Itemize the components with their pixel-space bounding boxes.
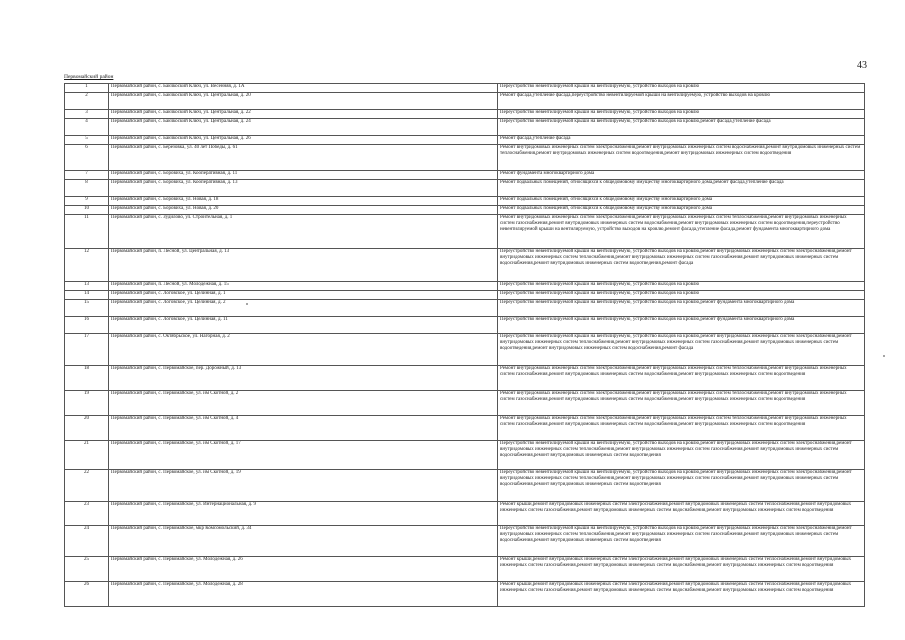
table-row: [65, 110, 865, 119]
row-works: Переустройство невентилируемой крыши на вентилируемую, устройство выходов на кровлю,ремонт фундамента многоквартирного дома: [498, 300, 865, 317]
row-number: 1: [65, 84, 109, 93]
row-number: 15: [65, 300, 109, 317]
table-row: [65, 84, 865, 93]
row-address: Первомайский район, с. Бакчкоский Ключ, ул. Центральная, д. 24: [109, 119, 498, 136]
row-works: Ремонт внутридомовых инженерных систем электроснабжения,ремонт внутридомовых инженерных систем теплоснабжения,ремонт внутридомовых инженерных систем газоснабжения,ремонт внутридомовых инженерных систем водоснабжения,ремонт внутридомовых инженерных систем водоотведения: [498, 366, 865, 391]
row-works: Ремонт фасада,утепление фасада: [498, 136, 865, 145]
row-works: Переустройство невентилируемой крыши на вентилируемую, устройство выходов на кровлю,ремонт внутридомовых инженерных систем электроснабжения,ремонт внутридомовых инженерных систем теплоснабжения,ремонт внутридомовых инженерных систем газоснабжения,ремонт внутридомовых инженерных систем водоснабжения,ремонт внутридомовых инженерных систем водоотведения: [498, 470, 865, 502]
row-works: Ремонт подвальных помещений, относящихся к общедомовому имуществу многоквартирного дома: [498, 206, 865, 215]
row-works: Переустройство невентилируемой крыши на вентилируемую, устройство выходов на кровлю: [498, 84, 865, 93]
row-number: 13: [65, 282, 109, 291]
table-row: [65, 441, 865, 470]
row-works: Ремонт крыши,ремонт внутридомовых инженерных систем электроснабжения,ремонт внутридомовых инженерных систем теплоснабжения,ремонт внутридомовых инженерных систем газоснабжения,ремонт внутридомовых инженерных систем водоснабжения,ремонт внутридомовых инженерных систем водоотведения: [498, 582, 865, 607]
row-address: Первомайский район, с. Первомайское, пер. Дорожный, д. 13: [109, 366, 498, 391]
table-row: [65, 119, 865, 136]
row-works: Переустройство невентилируемой крыши на вентилируемую, устройство выходов на кровлю,ремонт внутридомовых инженерных систем электроснабжения,ремонт внутридомовых инженерных систем теплоснабжения,ремонт внутридомовых инженерных систем газоснабжения,ремонт внутридомовых инженерных систем водоотведения,ремонт внутридомовых инженерных систем водоснабжения,ремонт фасада: [498, 334, 865, 366]
row-works: Ремонт крыши,ремонт внутридомовых инженерных систем электроснабжения,ремонт внутридомовых инженерных систем теплоснабжения,ремонт внутридомовых инженерных систем газоснабжения,ремонт внутридомовых инженерных систем водоснабжения,ремонт внутридомовых инженерных систем водоотведения: [498, 502, 865, 526]
row-number: 10: [65, 206, 109, 215]
table-row: [65, 300, 865, 317]
row-address: Первомайский район, с. Первомайское, мкр Комсомольский, д. 34: [109, 526, 498, 557]
row-works: Ремонт фундамента многоквартирного дома: [498, 171, 865, 180]
row-works: Переустройство невентилируемой крыши на вентилируемую, устройство выходов на кровлю: [498, 291, 865, 300]
row-address: Первомайский район, с. Первомайское, ул. Молодежная, д. 26: [109, 557, 498, 582]
table-row: [65, 282, 865, 291]
table-row: [65, 171, 865, 180]
row-address: Первомайский район, с. Первомайское, ул. Интернациональная, д. 9: [109, 502, 498, 526]
table-row: [65, 366, 865, 391]
row-address: Первомайский район, с. Бакчкоский Ключ, ул. Центральная, д. 20: [109, 93, 498, 110]
row-address: Первомайский район, с. Первомайское, ул. им Скотной, д. 17: [109, 441, 498, 470]
row-address: Первомайский район, с. Бакчкоский Ключ, ул. Центральная, д. 22: [109, 110, 498, 119]
row-number: 3: [65, 110, 109, 119]
page-number: 43: [857, 60, 867, 71]
table-row: [65, 526, 865, 557]
row-number: 4: [65, 119, 109, 136]
row-number: 17: [65, 334, 109, 366]
row-address: Первомайский район, с. Первомайское, ул. им Скотной, д. 2: [109, 391, 498, 416]
row-number: 19: [65, 391, 109, 416]
row-works: Ремонт подвальных помещений, относящихся к общедомовому имуществу многоквартирного дома: [498, 197, 865, 206]
row-number: 25: [65, 557, 109, 582]
row-number: 9: [65, 197, 109, 206]
row-works: Переустройство невентилируемой крыши на вентилируемую, устройство выходов на кровлю: [498, 110, 865, 119]
row-number: 2: [65, 93, 109, 110]
row-works: Ремонт внутридомовых инженерных систем электроснабжения,ремонт внутридомовых инженерных систем теплоснабжения,ремонт внутридомовых инженерных систем газоснабжения,ремонт внутридомовых инженерных систем водоснабжения,ремонт внутридомовых инженерных систем водоотведения,переустройство невентилируемой крыши на вентилируемую, устройство выходов на кровлю,ремонт фасада,утепление фасада,ремонт фундамента многоквартирного дома: [498, 215, 865, 249]
row-number: 7: [65, 171, 109, 180]
table-row: [65, 197, 865, 206]
repair-registry-table: [64, 83, 865, 607]
row-works: Ремонт внутридомовых инженерных систем электроснабжения,ремонт внутридомовых инженерных систем водоснабжения,ремонт внутридомовых инженерных систем теплоснабжения,ремонт внутридомовых инженерных систем водоотведения,ремонт внутридомовых инженерных систем водоотведения: [498, 145, 865, 171]
row-address: Первомайский район, с. Первомайское, ул. им Скотной, д. 4: [109, 416, 498, 441]
row-address: Первомайский район, с. Бакчкоский Ключ, ул. Весенняя, д. 1А: [109, 84, 498, 93]
table-row: [65, 317, 865, 334]
row-address: Первомайский район, п. Лесной, ул. Центральная, д. 13: [109, 249, 498, 282]
table-row: [65, 557, 865, 582]
table-row: [65, 249, 865, 282]
row-number: 16: [65, 317, 109, 334]
scan-speck: [883, 355, 885, 357]
row-number: 24: [65, 526, 109, 557]
row-works: Ремонт внутридомовых инженерных систем электроснабжения,ремонт внутридомовых инженерных систем теплоснабжения,ремонт внутридомовых инженерных систем газоснабжения,ремонт внутридомовых инженерных систем водоснабжения,ремонт внутридомовых инженерных систем водоотведения: [498, 391, 865, 416]
row-works: Переустройство невентилируемой крыши на вентилируемую, устройство выходов на кровлю,ремонт фасада,утепление фасада: [498, 119, 865, 136]
row-number: 14: [65, 291, 109, 300]
table-row: [65, 502, 865, 526]
table-row: [65, 470, 865, 502]
row-works: Ремонт фасада,утепление фасада,переустройство невентилируемой крыши на вентилируемую, устройство выходов на кровлю: [498, 93, 865, 110]
row-works: Ремонт внутридомовых инженерных систем электроснабжения,ремонт внутридомовых инженерных систем теплоснабжения,ремонт внутридомовых инженерных систем газоснабжения,ремонт внутридомовых инженерных систем водоснабжения,ремонт внутридомовых инженерных систем водоотведения: [498, 416, 865, 441]
row-address: Первомайский район, с. Первомайское, ул. Молодежная, д. 28: [109, 582, 498, 607]
row-number: 21: [65, 441, 109, 470]
row-number: 18: [65, 366, 109, 391]
row-address: Первомайский район, с. Боровиха, ул. Новая, д. 20: [109, 206, 498, 215]
table-row: [65, 206, 865, 215]
table-row: [65, 180, 865, 197]
row-number: 26: [65, 582, 109, 607]
table-row: [65, 391, 865, 416]
row-address: Первомайский район, с. Логовское, ул. Целинная, д. 1: [109, 291, 498, 300]
table-row: [65, 582, 865, 607]
row-number: 23: [65, 502, 109, 526]
row-works: Переустройство невентилируемой крыши на вентилируемую, устройство выходов на кровлю: [498, 282, 865, 291]
row-works: Переустройство невентилируемой крыши на вентилируемую, устройство выходов на кровлю,ремонт внутридомовых инженерных систем электроснабжения,ремонт внутридомовых инженерных систем теплоснабжения,ремонт внутридомовых инженерных систем газоснабжения,ремонт внутридомовых инженерных систем водоснабжения,ремонт внутридомовых инженерных систем водоотведения: [498, 441, 865, 470]
row-address: Первомайский район, с. Зудилово, ул. Строительная, д. 1: [109, 215, 498, 249]
row-number: 5: [65, 136, 109, 145]
row-address: Первомайский район, п. Лесной, ул. Молодежная, д. 15: [109, 282, 498, 291]
table-row: [65, 291, 865, 300]
row-number: 20: [65, 416, 109, 441]
row-address: Первомайский район, с. Первомайское, ул. им Скотной, д. 19: [109, 470, 498, 502]
row-address: Первомайский район, с. Октябрьское, ул. Нагорная, д. 2: [109, 334, 498, 366]
row-works: Ремонт подвальных помещений, относящихся к общедомовому имуществу многоквартирного дома,ремонт фасада,утепление фасада: [498, 180, 865, 197]
row-number: 6: [65, 145, 109, 171]
row-works: Переустройство невентилируемой крыши на вентилируемую, устройство выходов на кровлю,ремонт внутридомовых инженерных систем электроснабжения,ремонт внутридомовых инженерных систем теплоснабжения,ремонт внутридомовых инженерных систем газоснабжения,ремонт внутридомовых инженерных систем водоснабжения,ремонт внутридомовых инженерных систем водоотведения,ремонт фасада: [498, 249, 865, 282]
row-address: Первомайский район, с. Бакчкоский Ключ, ул. Центральная, д. 26: [109, 136, 498, 145]
row-address: Первомайский район, с. Берёзовка, ул. 40 лет Победы, д. 61: [109, 145, 498, 171]
row-number: 8: [65, 180, 109, 197]
table-row: [65, 136, 865, 145]
row-number: 22: [65, 470, 109, 502]
table-row: [65, 416, 865, 441]
row-address: Первомайский район, с. Боровиха, ул. Кооперативная, д. 13: [109, 180, 498, 197]
section-title: Первомайский район: [64, 74, 114, 80]
row-number: 12: [65, 249, 109, 282]
row-address: Первомайский район, с. Логовское, ул. Целинная, д. 11: [109, 317, 498, 334]
table-row: [65, 93, 865, 110]
row-works: Переустройство невентилируемой крыши на вентилируемую, устройство выходов на кровлю,ремонт внутридомовых инженерных систем электроснабжения,ремонт внутридомовых инженерных систем теплоснабжения,ремонт внутридомовых инженерных систем газоснабжения,ремонт внутридомовых инженерных систем водоснабжения,ремонт внутридомовых инженерных систем водоотведения: [498, 526, 865, 557]
scan-speck: [246, 303, 248, 305]
row-works: Переустройство невентилируемой крыши на вентилируемую, устройство выходов на кровлю,ремонт фундамента многоквартирного дома: [498, 317, 865, 334]
row-address: Первомайский район, с. Боровиха, ул. Кооперативная, д. 11: [109, 171, 498, 180]
table-row: [65, 334, 865, 366]
row-address: Первомайский район, с. Логовское, ул. Целинная, д. 2: [109, 300, 498, 317]
row-number: 11: [65, 215, 109, 249]
table-row: [65, 145, 865, 171]
row-works: Ремонт крыши,ремонт внутридомовых инженерных систем электроснабжения,ремонт внутридомовых инженерных систем теплоснабжения,ремонт внутридомовых инженерных систем газоснабжения,ремонт внутридомовых инженерных систем водоснабжения,ремонт внутридомовых инженерных систем водоотведения: [498, 557, 865, 582]
table-row: [65, 215, 865, 249]
row-address: Первомайский район, с. Боровиха, ул. Новая, д. 18: [109, 197, 498, 206]
